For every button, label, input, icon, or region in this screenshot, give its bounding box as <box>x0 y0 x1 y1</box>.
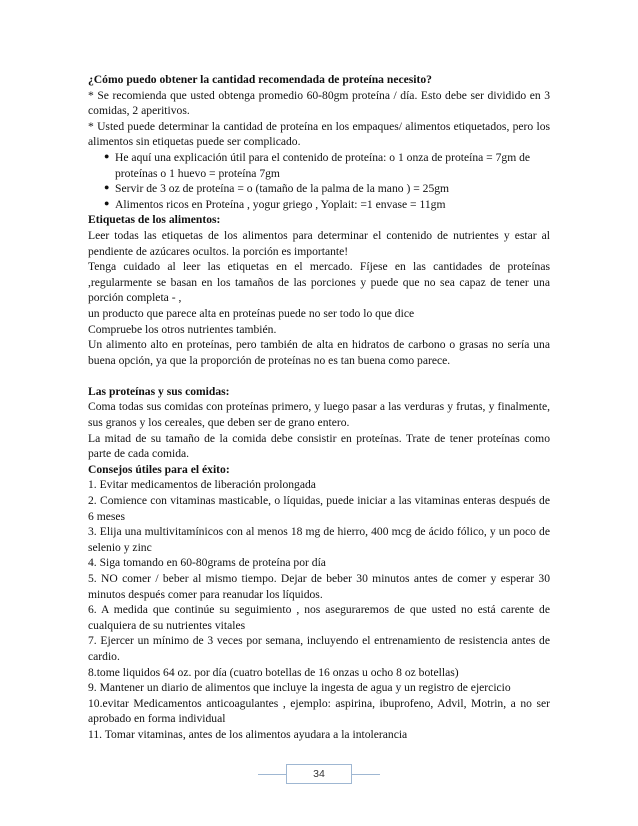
bullet-list <box>88 150 550 212</box>
bullet-icon: ● <box>104 197 110 208</box>
tip-item: 6. A medida que continúe su seguimiento , nos aseguraremos de que usted no está carente de cualquiera de su nutrientes vitales <box>88 603 550 632</box>
paragraph: Leer todas las etiquetas de los alimentos para determinar el contenido de nutrientes y estar al pendiente de azúcares ocultos. la porción es importante! <box>88 228 550 258</box>
footer-rule-right <box>352 774 380 775</box>
tip-item: 10.evitar Medicamentos anticoagulantes , ejemplo: aspirina, ibuprofeno, Advil, Motrin, a no ser aprobado en forma individual <box>88 696 550 726</box>
paragraph: Compruebe los otros nutrientes también. <box>88 322 277 336</box>
list-item: ● Servir de 3 oz de proteína = o (tamaño de la palma de la mano ) = 25gm <box>104 182 450 196</box>
tip-item: 4. Siga tomando en 60-80grams de proteína por día <box>88 556 326 570</box>
section-heading-proteins-meals: Las proteínas y sus comidas: <box>88 384 230 398</box>
tip-item: 3. Elija una multivitamínicos con al menos 18 mg de hierro, 400 mcg de ácido fólico, y un poco de selenio y zinc <box>88 525 550 554</box>
bullet-icon: ● <box>104 150 110 161</box>
page-content <box>88 72 550 743</box>
paragraph: Un alimento alto en proteínas, pero también de alta en hidratos de carbono o grasas no sería una buena opción, ya que la proporción de proteínas no es tan buena como parece. <box>88 338 550 367</box>
tip-item: 5. NO comer / beber al mismo tiempo. Dejar de beber 30 minutos antes de comer y esperar 30 minutos después comer para reanudar los líquidos. <box>88 572 550 601</box>
tip-item: 7. Ejercer un mínimo de 3 veces por semana, incluyendo el entrenamiento de resistencia antes de cardio. <box>88 634 550 663</box>
tip-item: 2. Comience con vitaminas masticable, o líquidas, puede iniciar a las vitaminas enteras después de 6 meses <box>88 494 550 523</box>
paragraph: * Se recomienda que usted obtenga promedio 60-80gm proteína / día. Esto debe ser dividido en 3 comidas, 2 aperitivos. <box>88 88 550 118</box>
section-heading-success-tips: Consejos útiles para el éxito: <box>88 462 230 476</box>
section-heading-food-labels: Etiquetas de los alimentos: <box>88 213 221 227</box>
footer-rule-left <box>258 774 286 775</box>
list-item: ● He aquí una explicación útil para el contenido de proteína: o 1 onza de proteína = 7gm de proteínas o 1 huevo = proteína 7gm <box>104 150 531 180</box>
paragraph: La mitad de su tamaño de la comida debe consistir en proteínas. Trate de tener proteínas como parte de cada comida. <box>88 431 550 461</box>
paragraph: * Usted puede determinar la cantidad de proteína en los empaques/ alimentos etiquetados, pero los alimentos sin etiquetas puede ser complicado. <box>88 119 550 149</box>
tip-item: 8.tome liquidos 64 oz. por día (cuatro botellas de 16 onzas u ocho 8 oz botellas) <box>88 665 459 679</box>
tip-item: 11. Tomar vitaminas, antes de los alimentos ayudara a la intolerancia <box>88 727 408 741</box>
list-item: ● Alimentos ricos en Proteína , yogur griego , Yoplait: =1 envase = 11gm <box>104 197 446 211</box>
paragraph: un producto que parece alta en proteínas puede no ser todo lo que dice <box>88 306 415 320</box>
tip-item: 1. Evitar medicamentos de liberación prolongada <box>88 478 316 492</box>
tip-item: 9. Mantener un diario de alimentos que incluye la ingesta de agua y un registro de ejercicio <box>88 681 511 695</box>
paragraph: Tenga cuidado al leer las etiquetas en el mercado. Fíjese en las cantidades de proteínas ,regularmente se basan en los tamaños de las porciones y puede que no sea capaz de tener una porción completa - , <box>88 260 550 305</box>
section-heading-protein-amount: ¿Cómo puedo obtener la cantidad recomendada de proteína necesito? <box>88 73 432 86</box>
bullet-icon: ● <box>104 182 110 193</box>
page-number: 34 <box>286 764 352 784</box>
paragraph: Coma todas sus comidas con proteínas primero, y luego pasar a las verduras y frutas, y finalmente, sus granos y los cereales, que deben ser de grano entero. <box>88 400 550 430</box>
